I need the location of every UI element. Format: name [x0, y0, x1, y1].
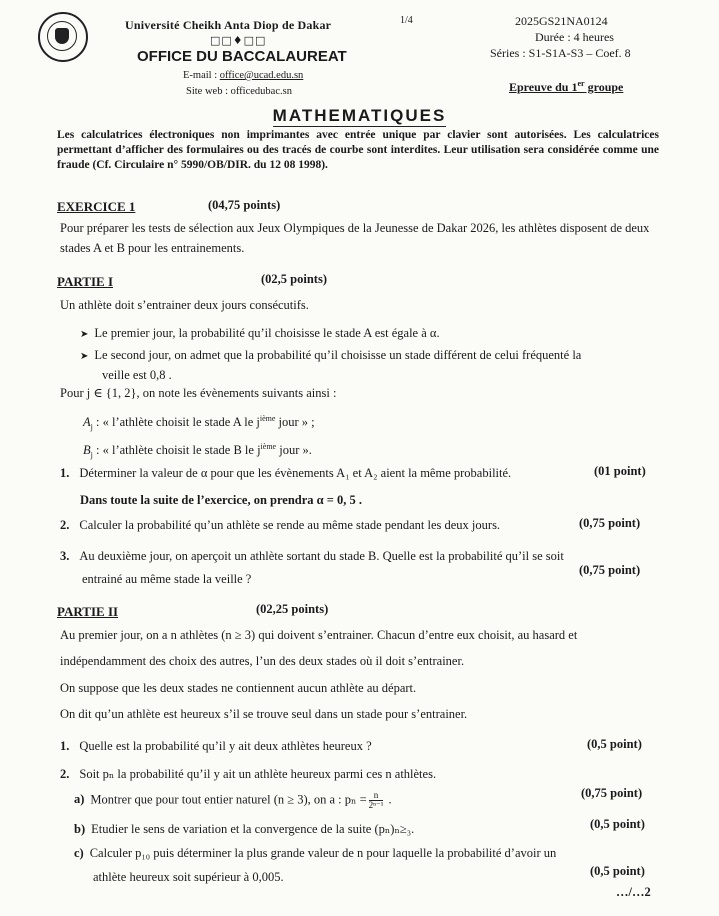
arrow-bullet-icon: ➤: [80, 351, 89, 362]
part1-bullet-2-cont: veille est 0,8 .: [102, 368, 172, 382]
fraction: $\frac{n}{\text{2ⁿ⁻¹}}$: [368, 790, 384, 810]
office-title: OFFICE DU BACCALAUREAT: [137, 48, 347, 65]
exercise-title: EXERCICE 1: [57, 199, 136, 214]
part1-title: PARTIE I: [57, 274, 114, 289]
page-continuation: …/…2: [616, 885, 651, 899]
events-intro: Pour j ∈ {1, 2}, on note les évènements suivants ainsi :: [60, 386, 337, 400]
event-a: $A_j$ : « l’athlète choisit le stade A le $j^{ième}$ jour » ;: [83, 414, 315, 432]
event-b: $B_j$ : « l’athlète choisit le stade B le $j^{ième}$ jour ».: [83, 442, 312, 460]
email-link[interactable]: office@ucad.edu.sn: [219, 70, 304, 81]
exam-group: Epreuve du 1er groupe: [509, 79, 624, 94]
exercise-intro: Pour préparer les tests de sélection aux Jeux Olympiques de la Jeunesse de Dakar 2026, les athlètes disposent de deux stades A et B pour les entrainements.: [60, 221, 650, 255]
part1-question-1: 1. Déterminer la valeur de α pour que les évènements A₁ et A₂ aient la même probabilité.: [60, 466, 512, 480]
exam-code: 2025GS21NA0124: [515, 14, 608, 28]
arrow-bullet-icon: ➤: [80, 329, 89, 340]
part2-line-1: Au premier jour, on a n athlètes (n ≥ 3) qui doivent s’entrainer. Chacun d’entre eux choisit, au hasard et: [60, 628, 578, 642]
part1-question-2-points: (0,75 point): [579, 516, 641, 530]
part2-question-1-points: (0,5 point): [587, 737, 642, 751]
subject-title: MATHEMATIQUES: [272, 106, 447, 125]
part2-question-2b-points: (0,5 point): [590, 817, 645, 831]
university-seal-icon: [38, 12, 88, 62]
part2-question-2c-points: (0,5 point): [590, 864, 645, 878]
header-decoration: □□♦□□: [210, 34, 267, 47]
part2-line-2: indépendamment des choix des autres, l’un des deux stades où il doit s’entrainer.: [60, 654, 465, 668]
exam-duration: Durée : 4 heures: [535, 30, 614, 44]
calculator-notice: Les calculatrices électroniques non imprimantes avec entrée unique par clavier sont autorisées. Les calculatrices permettant d’afficher des formulaires ou des tracés de courbe sont interdites. Leur utilisation sera considérée comme une fraude (Cf. Circulaire n° 5990/OB/DIR. du 12 08 1998).: [57, 129, 659, 171]
exercise-points: (04,75 points): [208, 198, 281, 212]
part1-question-2: 2. Calculer la probabilité qu’un athlète se rende au même stade pendant les deux jours.: [60, 518, 501, 532]
part2-question-2c: c) Calculer p₁₀ puis déterminer la plus grande valeur de n pour laquelle la probabilité d’avoir un: [74, 846, 557, 860]
part2-line-3: On suppose que les deux stades ne contiennent aucun athlète au départ.: [60, 681, 417, 695]
part1-points: (02,5 points): [261, 272, 327, 286]
part1-note: Dans toute la suite de l’exercice, on prendra α = 0, 5 .: [80, 493, 363, 507]
university-name: Université Cheikh Anta Diop de Dakar: [125, 18, 332, 32]
page-number: 1/4: [400, 15, 413, 26]
part2-question-2a-points: (0,75 point): [581, 786, 643, 800]
part1-lead: Un athlète doit s’entrainer deux jours consécutifs.: [60, 298, 309, 312]
part2-line-4: On dit qu’un athlète est heureux s’il se trouve seul dans un stade pour s’entrainer.: [60, 707, 468, 721]
part1-question-3-cont: entrainé au même stade la veille ?: [82, 572, 252, 586]
website-line: Site web : officedubac.sn: [186, 86, 292, 97]
part2-points: (02,25 points): [256, 602, 329, 616]
part1-question-3: 3. Au deuxième jour, on aperçoit un athlète sortant du stade B. Quelle est la probabilité qu’il se soit: [60, 549, 564, 563]
part1-bullet-2: ➤ Le second jour, on admet que la probabilité qu’il choisisse un stade différent de celui fréquenté la: [80, 348, 582, 362]
part1-bullet-1: ➤ Le premier jour, la probabilité qu’il choisisse le stade A est égale à α.: [80, 326, 440, 340]
part2-question-2b: b) Etudier le sens de variation et la convergence de la suite (pₙ)ₙ≥₃.: [74, 822, 415, 836]
exam-series: Séries : S1-S1A-S3 – Coef. 8: [490, 46, 631, 60]
email-line: E-mail : office@ucad.edu.sn: [183, 70, 304, 81]
part2-question-1: 1. Quelle est la probabilité qu’il y ait deux athlètes heureux ?: [60, 739, 372, 753]
part1-question-1-points: (01 point): [594, 464, 646, 478]
part2-question-2: 2. Soit pₙ la probabilité qu’il y ait un athlète heureux parmi ces n athlètes.: [60, 767, 437, 781]
part1-question-3-points: (0,75 point): [579, 563, 641, 577]
part2-question-2a: a) Montrer que pour tout entier naturel (n ≥ 3), on a : pₙ = $\frac{n}{\text{2ⁿ⁻¹}}$ .: [74, 790, 392, 810]
part2-question-2c-cont: athlète heureux soit supérieur à 0,005.: [93, 870, 284, 884]
part2-title: PARTIE II: [57, 604, 119, 619]
